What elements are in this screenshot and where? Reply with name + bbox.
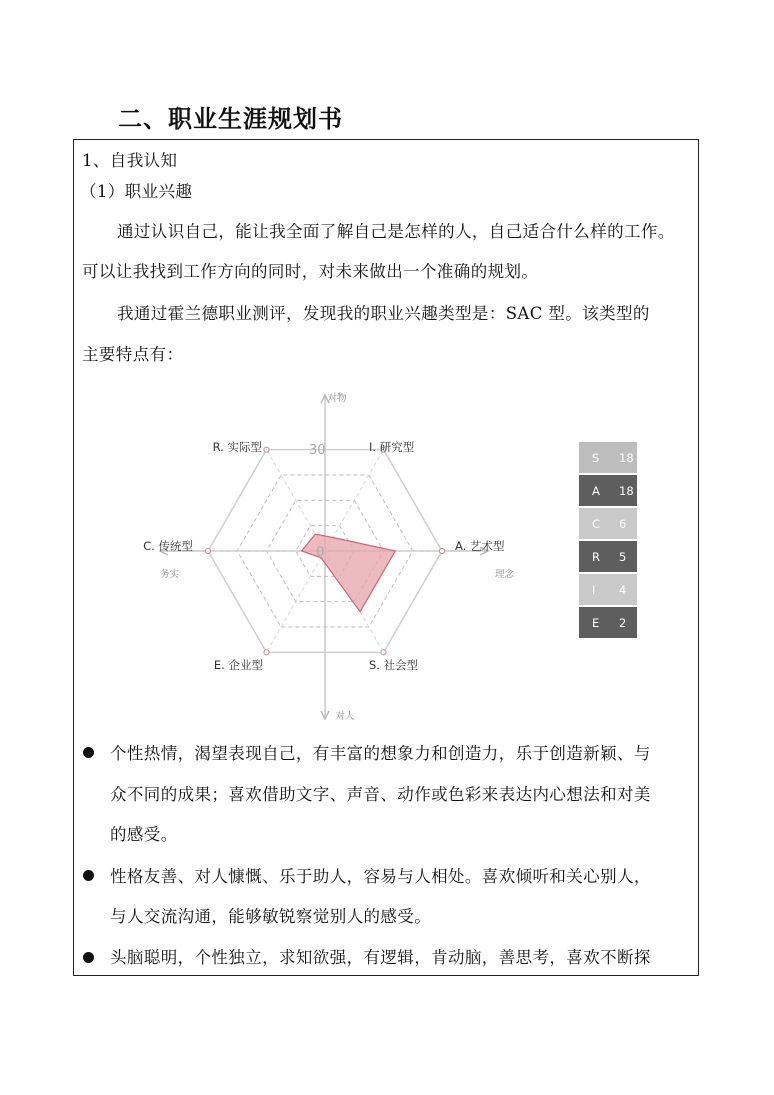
- legend-code: C: [592, 517, 601, 531]
- bullet-text: 众不同的成果；喜欢借助文字、声音、动作或色彩来表达内心想法和对美: [110, 785, 651, 804]
- bullet-text: 个性热情，渴望表现自己，有丰富的想象力和创造力，乐于创造新颖、与: [110, 744, 651, 763]
- axis-direction-label: 理念: [495, 569, 515, 580]
- legend-score-box: [579, 508, 637, 539]
- axis-direction-label: 对人: [335, 711, 355, 722]
- paragraph-line: 通过认识自己，能让我全面了解自己是怎样的人，自己适合什么样的工作。: [117, 222, 675, 241]
- vertex-label: S. 社会型: [369, 658, 419, 672]
- bullet-text: 头脑聪明，个性独立，求知欲强，有逻辑，肯动脑，善思考，喜欢不断探: [110, 948, 651, 967]
- section-title: 二、职业生涯规划书: [118, 105, 343, 133]
- legend-score: 6: [619, 517, 627, 531]
- vertex-label: R. 实际型: [212, 440, 262, 454]
- legend-score: 5: [619, 550, 627, 564]
- paragraph-line: 主要特点有：: [82, 345, 184, 364]
- legend-score: 4: [619, 583, 627, 597]
- legend-score-box: [579, 541, 637, 572]
- vertex-dot: [381, 650, 386, 655]
- bullet-icon: [83, 747, 94, 758]
- vertex-dot: [264, 447, 269, 452]
- vertex-label: A. 艺术型: [455, 539, 505, 553]
- axis-direction-label: 务实: [160, 569, 180, 580]
- legend-score: 18: [619, 484, 634, 498]
- bullet-text: 性格友善、对人慷慨、乐于助人，容易与人相处。喜欢倾听和关心别人，: [110, 867, 651, 886]
- paragraph-line: 可以让我找到工作方向的同时，对未来做出一个准确的规划。: [82, 262, 539, 281]
- legend-code: I: [592, 583, 596, 597]
- legend-code: S: [592, 451, 600, 465]
- bullet-icon: [83, 952, 94, 963]
- bullet-text: 的感受。: [110, 825, 178, 844]
- legend-code: R: [592, 550, 600, 564]
- paragraph-line: 我通过霍兰德职业测评，发现我的职业兴趣类型是：SAC 型。该类型的: [117, 304, 650, 323]
- scale-max-label: 30: [309, 443, 326, 458]
- holland-radar-chart: [74, 140, 698, 975]
- legend-score: 2: [619, 616, 627, 630]
- legend-score: 18: [619, 451, 634, 465]
- vertex-label: E. 企业型: [213, 658, 263, 672]
- vertex-dot: [264, 650, 269, 655]
- vertex-dot: [439, 548, 444, 553]
- vertex-label: C. 传统型: [143, 539, 193, 553]
- heading-self-awareness: 1、自我认知: [82, 151, 178, 170]
- legend-score-box: [579, 574, 637, 605]
- heading-career-interest: （1）职业兴趣: [80, 182, 193, 201]
- content-box: [73, 139, 699, 976]
- legend-score-box: [579, 607, 637, 638]
- axis-direction-label: 对物: [327, 393, 347, 404]
- legend-code: A: [592, 484, 600, 498]
- bullet-icon: [83, 870, 94, 881]
- bullet-text: 与人交流沟通，能够敏锐察觉别人的感受。: [110, 907, 432, 926]
- vertex-dot: [205, 548, 210, 553]
- vertex-label: I. 研究型: [369, 440, 415, 454]
- scale-zero-label: 0: [316, 545, 325, 560]
- legend-code: E: [592, 616, 600, 630]
